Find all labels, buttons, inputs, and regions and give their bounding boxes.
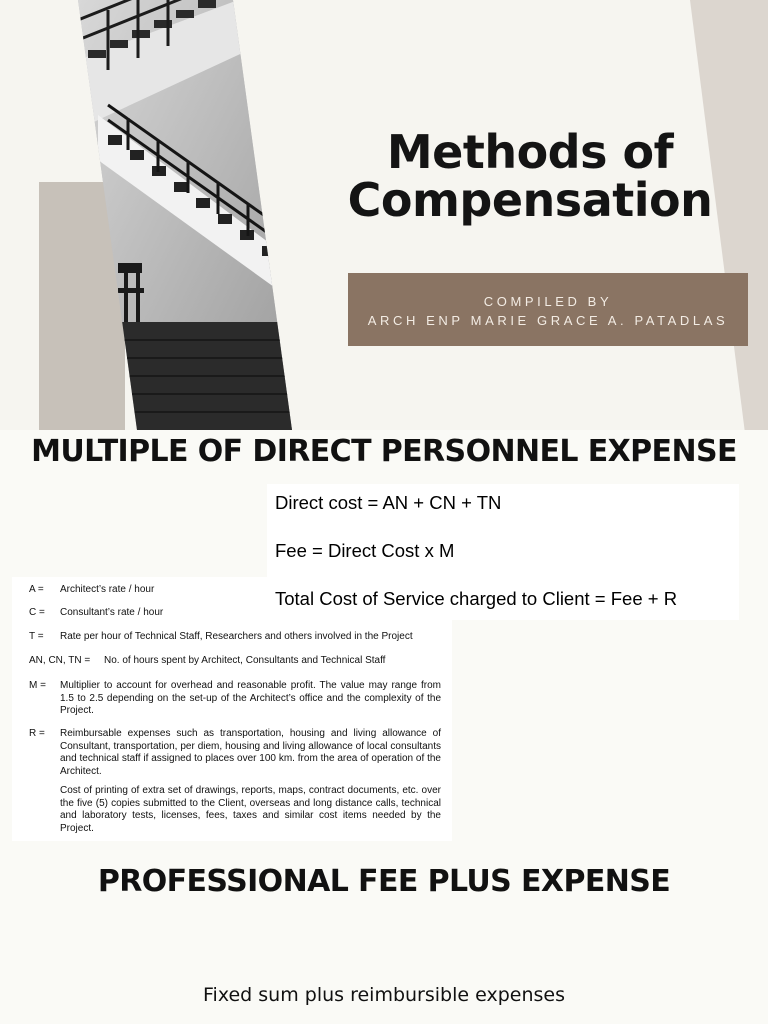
title-line-1: Methods of <box>386 125 674 179</box>
author-name: ARCH ENP MARIE GRACE A. PATADLAS <box>367 313 729 328</box>
section-heading-pfpe: PROFESSIONAL FEE PLUS EXPENSE <box>97 864 671 899</box>
legend-key: C = <box>29 607 45 618</box>
legend-text: Multiplier to account for overhead and reasonable profit. The value may range from 1.5 to 2.5 depending on the set-up of the Architect’s office and the complexity of the Project. <box>60 680 441 716</box>
formula-box <box>267 484 739 620</box>
legend-text: Consultant’s rate / hour <box>60 607 164 618</box>
title-line-2: Compensation <box>347 173 713 227</box>
legend-key: R = <box>29 728 45 739</box>
legend-key: A = <box>29 584 44 595</box>
legend-note: Cost of printing of extra set of drawings, reports, maps, contract documents, etc. over the five (5) copies submitted to the Client, overseas and long distance calls, technical and laboratory tests, licenses, fees, taxes and similar cost items needed by the Project. <box>60 785 441 834</box>
credit-label: COMPILED BY <box>483 294 613 309</box>
legend-key: M = <box>29 680 46 691</box>
formula-fee: Fee = Direct Cost x M <box>275 540 455 561</box>
section-heading-mdpe: MULTIPLE OF DIRECT PERSONNEL EXPENSE <box>31 434 737 469</box>
section-description: Fixed sum plus reimbursible expenses <box>203 984 565 1006</box>
formula-direct-cost: Direct cost = AN + CN + TN <box>275 492 502 513</box>
legend-text: Architect’s rate / hour <box>60 584 155 595</box>
legend-text: Rate per hour of Technical Staff, Researchers and others involved in the Project <box>60 631 413 642</box>
legend-text: No. of hours spent by Architect, Consultants and Technical Staff <box>104 655 386 666</box>
legend-text: Reimbursable expenses such as transportation, housing and living allowance of Consultant, transportation, per diem, housing and living allowance of local consultants and technical staff if assigned to places over 100 km. from the area of operation of the Architect. <box>60 728 441 777</box>
credit-band <box>348 273 748 346</box>
cover-section <box>0 0 768 430</box>
page-title <box>330 125 730 227</box>
formula-total-cost: Total Cost of Service charged to Client = Fee + R <box>275 588 678 609</box>
legend-key: T = <box>29 631 44 642</box>
legend-key: AN, CN, TN = <box>29 655 91 666</box>
